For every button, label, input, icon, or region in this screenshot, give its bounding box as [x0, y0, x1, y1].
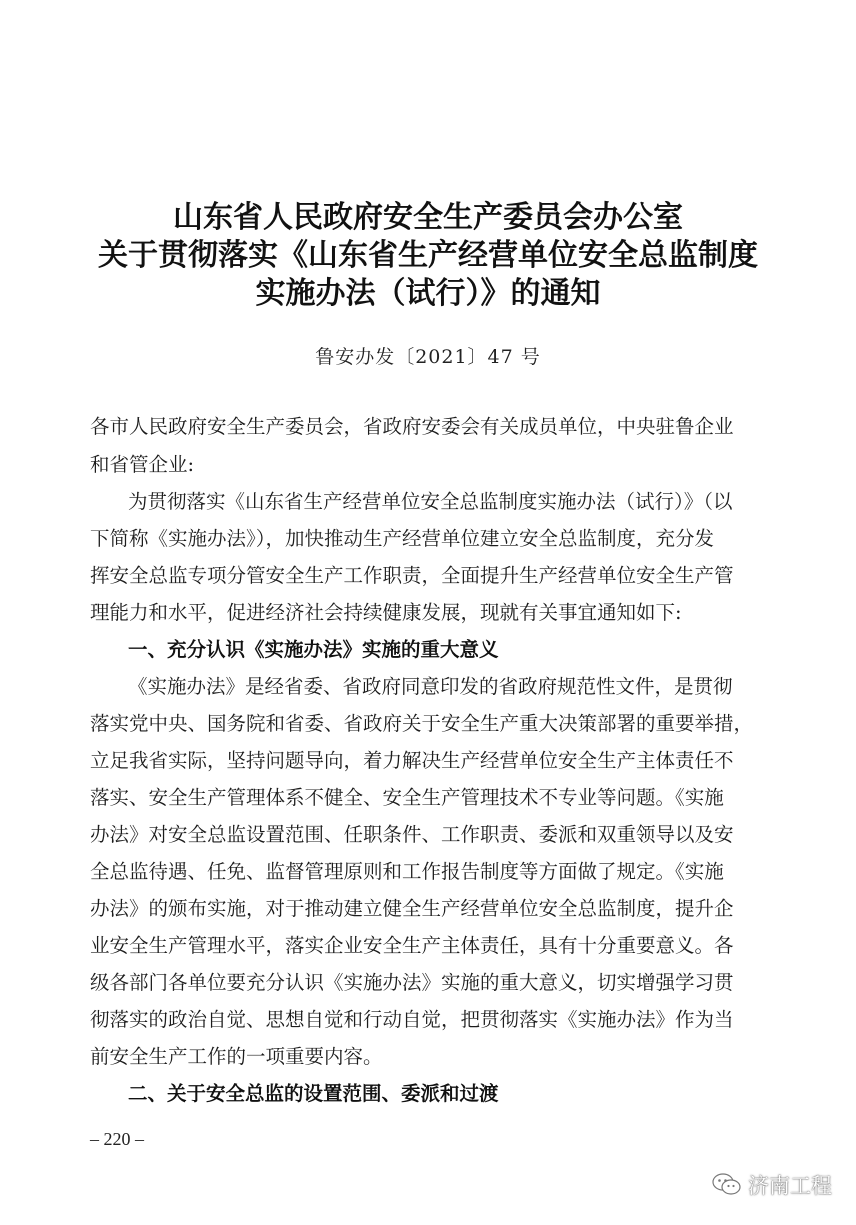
intro-line: 理能力和水平，促进经济社会持续健康发展，现就有关事宜通知如下:	[90, 601, 682, 624]
document-number: 鲁安办发〔2021〕47 号	[315, 346, 541, 368]
section-1-line: 业安全生产管理水平，落实企业安全生产主体责任，具有十分重要意义。各	[90, 934, 734, 957]
section-1-line: 立足我省实际，坚持问题导向，着力解决生产经营单位安全生产主体责任不	[90, 749, 734, 772]
intro-line: 为贯彻落实《山东省生产经营单位安全总监制度实施办法（试行）》（以	[128, 490, 733, 513]
section-heading-2: 二、关于安全总监的设置范围、委派和过渡	[128, 1082, 499, 1105]
section-1-line: 办法》的颁布实施，对于推动建立健全生产经营单位安全总监制度，提升企	[90, 897, 734, 920]
intro-line: 挥安全总监专项分管安全生产工作职责，全面提升生产经营单位安全生产管	[90, 564, 734, 587]
section-1-line: 全总监待遇、任免、监督管理原则和工作报告制度等方面做了规定。《实施	[90, 860, 724, 883]
addressee-line-2: 和省管企业:	[90, 453, 195, 476]
intro-line: 下简称《实施办法》），加快推动生产经营单位建立安全总监制度，充分发	[90, 527, 715, 550]
watermark	[712, 1170, 832, 1200]
watermark-text: 济南工程	[748, 1174, 832, 1198]
section-1-line: 落实党中央、国务院和省委、省政府关于安全生产重大决策部署的重要举措，	[90, 712, 754, 735]
section-1-line: 《实施办法》是经省委、省政府同意印发的省政府规范性文件，是贯彻	[128, 675, 733, 698]
section-1-line: 级各部门各单位要充分认识《实施办法》实施的重大意义，切实增强学习贯	[90, 971, 734, 994]
section-1-line: 办法》对安全总监设置范围、任职条件、工作职责、委派和双重领导以及安	[90, 823, 734, 846]
title-line-3: 实施办法（试行）》的通知	[255, 276, 601, 311]
section-1-line: 彻落实的政治自觉、思想自觉和行动自觉，把贯彻落实《实施办法》作为当	[90, 1008, 734, 1031]
page-number: – 220 –	[90, 1129, 144, 1149]
title-line-1: 山东省人民政府安全生产委员会办公室	[173, 200, 683, 235]
title-line-2: 关于贯彻落实《山东省生产经营单位安全总监制度	[98, 238, 758, 273]
section-1-line: 前安全生产工作的一项重要内容。	[90, 1045, 383, 1068]
wechat-icon	[712, 1172, 742, 1198]
addressee-line-1: 各市人民政府安全生产委员会，省政府安委会有关成员单位，中央驻鲁企业	[90, 415, 734, 438]
section-1-line: 落实、安全生产管理体系不健全、安全生产管理技术不专业等问题。《实施	[90, 786, 724, 809]
section-heading-1: 一、充分认识《实施办法》实施的重大意义	[128, 638, 499, 661]
